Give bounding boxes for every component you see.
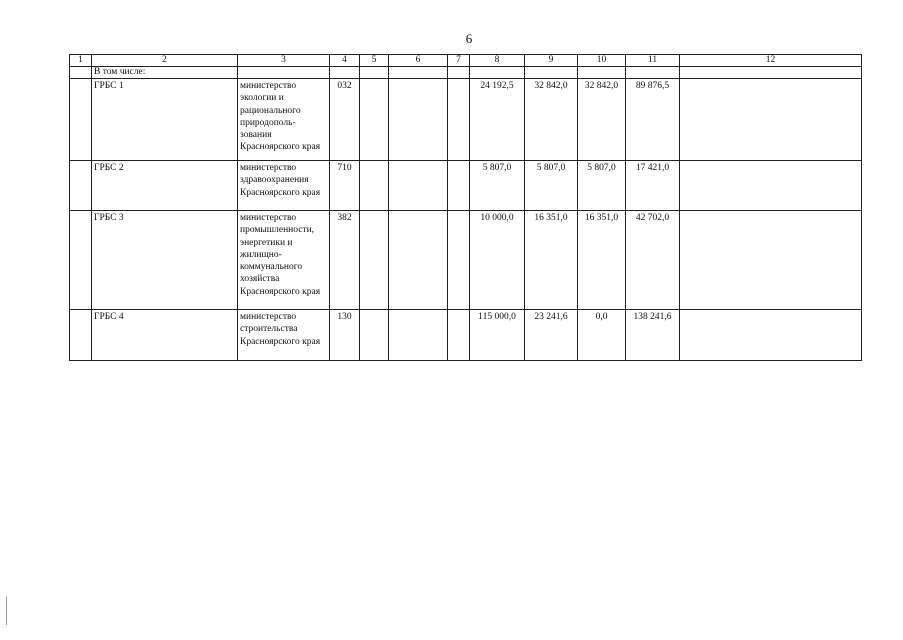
value-cell: 115 000,0: [470, 310, 525, 361]
grbs-code: 032: [330, 79, 360, 161]
total-cell: 89 876,5: [626, 79, 680, 161]
ministry-name: министерство строительства Красноярского края: [238, 310, 330, 361]
value-cell: 16 351,0: [525, 211, 578, 310]
value-cell: 10 000,0: [470, 211, 525, 310]
ministry-name: министерство экологии и рационального природополь-зования Красноярского края: [238, 79, 330, 161]
subheader-row: [70, 67, 862, 79]
grbs-code: 130: [330, 310, 360, 361]
value-cell: 24 192,5: [470, 79, 525, 161]
ministry-name: министерство промышленности, энергетики и жилищно-коммунального хозяйства Красноярского края: [238, 211, 330, 310]
empty-cell: [360, 67, 389, 79]
column-header: 5: [360, 55, 389, 67]
value-cell: [389, 310, 448, 361]
subheader-label: В том числе:: [92, 67, 238, 79]
column-header: 9: [525, 55, 578, 67]
ministry-name: министерство здравоохранения Красноярского края: [238, 161, 330, 211]
value-cell: [448, 310, 470, 361]
row-index-cell: [70, 310, 92, 361]
value-cell: [389, 161, 448, 211]
table-row: [70, 161, 862, 211]
empty-cell: [578, 67, 626, 79]
note-cell: [680, 211, 862, 310]
grbs-name: ГРБС 4: [92, 310, 238, 361]
value-cell: [360, 79, 389, 161]
grbs-code: 382: [330, 211, 360, 310]
empty-cell: [470, 67, 525, 79]
page-number: 6: [465, 31, 473, 46]
value-cell: [448, 79, 470, 161]
total-cell: 42 702,0: [626, 211, 680, 310]
budget-table: [69, 54, 862, 361]
note-cell: [680, 310, 862, 361]
empty-cell: [238, 67, 330, 79]
empty-cell: [448, 67, 470, 79]
value-cell: 23 241,6: [525, 310, 578, 361]
value-cell: 5 807,0: [578, 161, 626, 211]
value-cell: [360, 310, 389, 361]
column-header: 11: [626, 55, 680, 67]
column-header: 12: [680, 55, 862, 67]
column-header: 3: [238, 55, 330, 67]
empty-cell: [525, 67, 578, 79]
value-cell: 32 842,0: [525, 79, 578, 161]
table-row: [70, 79, 862, 161]
value-cell: 5 807,0: [525, 161, 578, 211]
grbs-name: ГРБС 2: [92, 161, 238, 211]
note-cell: [680, 161, 862, 211]
row-index-cell: [70, 79, 92, 161]
column-header: 4: [330, 55, 360, 67]
column-header: 8: [470, 55, 525, 67]
column-header: 1: [70, 55, 92, 67]
value-cell: [389, 79, 448, 161]
row-index-cell: [70, 211, 92, 310]
empty-cell: [70, 67, 92, 79]
row-index-cell: [70, 161, 92, 211]
table-row: [70, 310, 862, 361]
column-header: 10: [578, 55, 626, 67]
value-cell: [448, 211, 470, 310]
value-cell: [360, 161, 389, 211]
empty-cell: [680, 67, 862, 79]
total-cell: 138 241,6: [626, 310, 680, 361]
empty-cell: [330, 67, 360, 79]
value-cell: [448, 161, 470, 211]
value-cell: 5 807,0: [470, 161, 525, 211]
table-row: [70, 211, 862, 310]
empty-cell: [626, 67, 680, 79]
column-number-row: [70, 55, 862, 67]
value-cell: [389, 211, 448, 310]
value-cell: 0,0: [578, 310, 626, 361]
column-header: 7: [448, 55, 470, 67]
empty-cell: [389, 67, 448, 79]
scan-margin-line: [6, 597, 7, 625]
total-cell: 17 421,0: [626, 161, 680, 211]
note-cell: [680, 79, 862, 161]
value-cell: [360, 211, 389, 310]
column-header: 6: [389, 55, 448, 67]
grbs-code: 710: [330, 161, 360, 211]
grbs-name: ГРБС 1: [92, 79, 238, 161]
value-cell: 16 351,0: [578, 211, 626, 310]
value-cell: 32 842,0: [578, 79, 626, 161]
column-header: 2: [92, 55, 238, 67]
grbs-name: ГРБС 3: [92, 211, 238, 310]
